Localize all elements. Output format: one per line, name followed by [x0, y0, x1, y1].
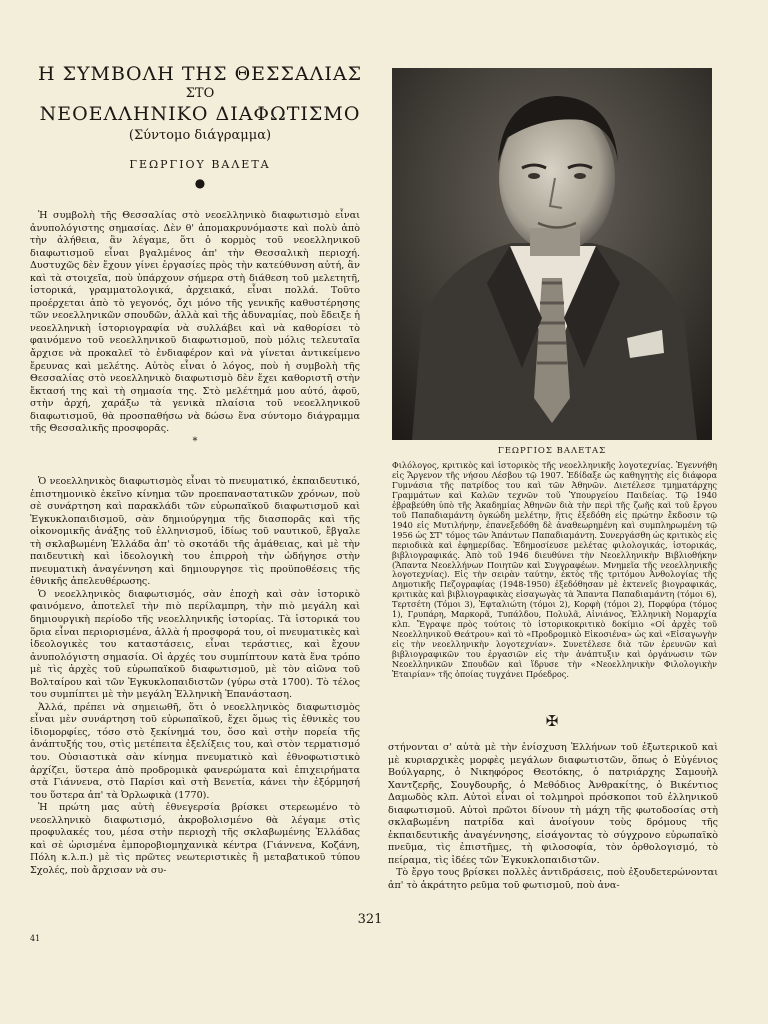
article-body-left: [30, 476, 360, 878]
title-line-2: ΣΤΟ: [185, 86, 215, 101]
bullet-ornament: ●: [194, 176, 206, 190]
paragraph-5: Ἡ πρώτη μας αὐτὴ ἐθνεγερσία βρίσκει στερεωμένο τὸ νεοελληνικὸ διαφωτισμό, ἀκροβολισμένο θὰ λέγαμε στὶς προφυλακές του, μέσα στὴν περιοχὴ τῆς σκλαβωμένης Ἑλλάδας καὶ σὲ ὡρισμένα ἐμποροβιομηχανικὰ κέντρα (Γιάννενα, Κοζάνη, Πόλη κ.λ.π.) μὲ τὶς πρῶτες νεωτεριστικὲς ἢ μεταβατικοῦ τύπου Σχολές, ποὺ ἄρχισαν νὰ συ-: [30, 802, 360, 876]
portrait-image: [392, 68, 712, 440]
author-biography: Φιλόλογος, κριτικὸς καὶ ἱστορικὸς τῆς νεοελληνικῆς λογοτεχνίας. Ἐγεννήθη εἰς Ἄργενον τῆς νήσου Λέσβου τῷ 1907. Ἐδίδαξε ὡς καθηγητὴς εἰς διάφορα Γυμνάσια τῆς πατρίδος του καὶ τῶν Ἀθηνῶν. Διετέλεσε τμηματάρχης Γραμμάτων καὶ Καλῶν τεχνῶν τοῦ Ὑπουργείου Παιδείας. Τῷ 1940 ἐβραβεύθη ὑπὸ τῆς Ἀκαδημίας Ἀθηνῶν διὰ τὴν περὶ τῆς ζωῆς καὶ τοῦ ἔργου τοῦ Παπαδιαμάντη ὀγκώδη μελέτην, ἥτις ἐξεδόθη εἰς πρώτην ἔκδοσιν τῷ 1940 εἰς Μυτιλήνην, ἐπανεξεδόθη δὲ ἀναθεωρημένη καὶ συμπληρωμένη τῷ 1956 ὡς ΣΤ' τόμος τῶν Ἁπάντων Παπαδιαμάντη. Συνεργάσθη ὡς κριτικὸς εἰς περιοδικὰ καὶ ἐφημερίδας. Ἐδημοσίευσε μελέτας φιλολογικάς, ἱστορικάς, βιβλιογραφικάς. Ἀπὸ τοῦ 1946 διευθύνει τὴν Νεοελληνικὴν Βιβλιοθήκην (Ἅπαντα Νεοελλήνων Ποιητῶν καὶ Συγγραφέων. Μνημεῖα τῆς νεοελληνικῆς λογοτεχνίας). Εἰς τὴν σειρὰν ταύτην, ἐκτὸς τῆς τριτόμου Ἀνθολογίας τῆς Δημοτικῆς Πεζογραφίας (1948-1950) ἐξεδόθησαν μὲ ἐκτενεῖς βιογραφικάς, κριτικὰς καὶ βιβλιογραφικὰς εἰσαγωγὰς τὰ Ἅπαντα Παπαδιαμάντη (τόμοι 6), Τερτσέτη (Τόμοι 3), Ἐφταλιώτη (τόμοι 2), Κορφὴ (τόμοι 2), Πορφύρα (τόμος 1), Γρυπάρη, Μαρκορᾶ, Τυπάλδου, Πολυλᾶ, Αἰνιάνος, Ἑλληνικὴ Νομαρχία κλπ. Ἔγραψε πρὸς τούτοις τὸ ἱστορικοκριτικὸ δοκίμιο «Οἱ ἀρχὲς τοῦ Νεοελληνικοῦ Θεάτρου» καὶ τὸ «Προδρομικὸ Εἰκοσιένα» ὡς καὶ «Εἰσαγωγὴν εἰς τὴν νεοελληνικὴν λογοτεχνίαν». Συνετέλεσε διὰ τῶν ἐρευνῶν καὶ βιβλιογραφικῶν του ἐργασιῶν εἰς τὴν ἀνάπτυξιν καὶ ὀργάνωσιν τῶν Νεοελληνικῶν Σπουδῶν καὶ ἵδρυσε τὴν «Νεοελληνικὴν Φιλολογικὴν Ἑταιρίαν» τῆς ὁποίας τυγχάνει Πρόεδρος.: [392, 460, 717, 680]
article-title: [30, 62, 370, 144]
title-subtitle: (Σύντομο διάγραμμα): [128, 128, 272, 143]
paragraph-4: Ἀλλά, πρέπει νὰ σημειωθῆ, ὅτι ὁ νεοελληνικὸς διαφωτισμὸς εἶναι μὲν συνάρτηση τοῦ εὐρωπαϊκοῦ, ἔχει ὅμως τὶς ἐθνικὲς του ἰδιομορφίες, τόσο στὸ ξεκίνημά του, ὅσο καὶ στὴν πορεία τῆς ἀνάπτυξής του, στὶς μετέπειτα ἐξελίξεις του, καὶ στὸν τερματισμό του. Οὐσιαστικὰ σὰν κίνημα πνευματικὸ καὶ ἐθνοφωτιστικὸ ἀρχίζει, ὕστερα ἀπὸ προδρομικὰ φανερώματα καὶ ἐπιχειρήματα στὰ Γιάννενα, στὸ Παρίσι καὶ στὴ Βενετία, κάνει τὴν ἐξόρμησή του ὕστερα ἀπ' τὰ Ὀρλωφικὰ (1770).: [30, 701, 360, 801]
author-byline: ΓΕΩΡΓΙΟΥ ΒΑΛΕΤΑ: [129, 158, 271, 171]
article-body-right: [388, 742, 718, 893]
title-line-3: ΝΕΟΕΛΛΗΝΙΚΟ ΔΙΑΦΩΤΙΣΜΟ: [39, 103, 361, 125]
paragraph-2: Ὁ νεοελληνικὸς διαφωτισμὸς εἶναι τὸ πνευματικό, ἐκπαιδευτικό, ἐπιστημονικὸ ἐκεῖνο κίνημα τῶν προεπαναστατικῶν χρόνων, ποὺ σὲ συνάρτηση καὶ παρακλάδι τῶν εὐρωπαϊκοῦ διαφωτισμοῦ καὶ Ἐγκυκλοπαιδισμοῦ, σὰν δημιούργημα τῆς διασπορᾶς καὶ τῆς οἰκονομικῆς ἀνάξης τοῦ ἑλληνισμοῦ, ἰδίως τοῦ ναυτικοῦ, ἔβγαλε τὴ σκλαβωμένη Ἑλλάδα ἀπ' τὸ σκοτάδι τῆς ἀμάθειας, καὶ μὲ τὴν παιδευτικὴ καὶ ἰδεολογικὴ του ἐπιρροὴ τὴν ὡδήγησε στὴν πνευματικὴ ἀναγέννηση καὶ δημιουργησε τὶς προϋποθέσεις τῆς ἐθνικῆς ἀπελευθέρωσης.: [30, 476, 360, 588]
margin-number: 41: [30, 934, 41, 943]
title-line-1: Η ΣΥΜΒΟΛΗ ΤΗΣ ΘΕΣΣΑΛΙΑΣ: [37, 63, 363, 85]
paragraph-3: Ὁ νεοελληνικὸς διαφωτισμός, σὰν ἐποχὴ καὶ σὰν ἱστορικὸ φαινόμενο, ἀποτελεῖ τὴν πιὸ περίλαμπρη, τὴν πιὸ μεγάλη καὶ δημιουργικὴ περίοδο τῆς νεοελληνικῆς ἱστορίας. Τὰ ἱστορικά του ὅρια εἶναι περιορισμένα, ἀλλὰ ἡ προσφορά του, οἱ πνευματικὲς καὶ ἰδεολογικὲς του καταστάσεις, εἶναι τεράστιες, καὶ ἔχουν ἀνυπολόγιστη σημασία. Οἱ ἀρχές του συμπίπτουν κατὰ ἕνα τρόπο μὲ τὶς ἀρχὲς τοῦ εὐρωπαϊκοῦ διαφωτισμοῦ, μὲ τὸν αἰῶνα τοῦ Βολταίρου καὶ τῶν Ἐγκυκλοπαιδιστῶν (γύρω στὰ 1700). Τὸ τέλος του συμπίπτει μὲ τὴν μεγάλη Ἑλληνικὴ Ἐπανάσταση.: [30, 588, 360, 701]
author-portrait: [392, 68, 712, 440]
section-separator: *: [192, 435, 198, 447]
portrait-caption: ΓΕΩΡΓΙΟΣ ΒΑΛΕΤΑΣ: [497, 446, 607, 456]
paragraph-1: Ἡ συμβολὴ τῆς Θεσσαλίας στὸ νεοελληνικὸ διαφωτισμὸ εἶναι ἀνυπολόγιστης σημασίας. Δὲν θ' ἀπομακρυνόμαστε καὶ πολὺ ἀπὸ τὴν ἀλήθεια, ἂν λέγαμε, ὅτι ὁ κορμὸς τοῦ νεοελληνικοῦ διαφωτισμοῦ εἶναι βγαλμένος ἀπ' τὴν Θεσσαλικὴ περιοχή. Δυστυχῶς δὲν ἔχουν γίνει ἐργασίες πρὸς τὴν κατεύθυνση αὐτή, ἂν καὶ τὰ στοιχεῖα, ποὺ ὑπάρχουν σήμερα στὴ διάθεση τοῦ μελετητῆ, ἱστορικά, γραμματολογικά, ἀρχειακά, εἶναι πολλά. Τοῦτο προέρχεται ἀπὸ τὸ γεγονός, ὄχι μόνο τῆς γενικῆς καθυστέρησης τῶν νεοελληνικῶν σπουδῶν, ἀλλὰ καὶ τῆς ἀδυναμίας, ποὺ ἔδειξε ἡ νεοελληνικὴ ἱστοριογραφία νὰ συλλάβει καὶ νὰ καθορίσει τὸ φαινόμενο τοῦ νεοελληνικοῦ διαφωτισμοῦ, ποὺ μόλις τελευταῖα ἄρχισε νὰ προκαλεῖ τὸ ἐνδιαφέρον καὶ νὰ γίνεται ἀντικείμενο ἔρευνας καὶ μελέτης. Αὐτὸς εἶναι ὁ λόγος, ποὺ ἡ συμβολὴ τῆς Θεσσαλίας στὸ νεοελληνικὸ διαφωτισμὸ δὲν ἔχει καθοριστῆ στὴν ἔκτασή της καὶ τὴ σημασία της. Στὸ μελέτημά μου αὐτό, ἀφοῦ, στὴν ἀρχή, χαράξω τὰ γενικὰ πλαίσια τοῦ νεοελληνικοῦ διαφωτισμοῦ, θὰ προσπαθήσω νὰ δώσω ἕνα σύντομο διάγραμμα τῆς Θεσσαλικῆς προσφορᾶς.: [30, 210, 360, 435]
paragraph-7: Τὸ ἔργο τους βρίσκει πολλὲς ἀντιδράσεις, ποὺ ἐξουδετερώνονται ἀπ' τὸ ἀκράτητο ρεῦμα τοῦ φωτισμοῦ, ποὺ ἀνα-: [388, 867, 718, 892]
article-intro: [30, 210, 360, 448]
paragraph-6: στήνονται σ' αὐτὰ μὲ τὴν ἐνίσχυση Ἑλλήνων τοῦ ἐξωτερικοῦ καὶ μὲ κυριαρχικὲς μορφὲς μεγάλων διαφωτιστῶν, ὅπως ὁ Εὐγένιος Βούλγαρης, ὁ Νικηφόρος Θεοτόκης, ὁ πατριάρχης Σαμουὴλ Χαντζερῆς, Σουγδουρῆς, ὁ Μεθόδιος Ἀνθρακίτης, ὁ Βικέντιος Δαμωδὸς κλπ. Αὐτοὶ εἶναι οἱ τολμηροὶ πρόσκοποι τοῦ ἑλληνικοῦ διαφωτισμοῦ. Αὐτοὶ πρῶτοι δίνουν τὴ μάχη τῆς φωτοδοσίας στὴ σκλαβωμένη πατρίδα καὶ ἀνοίγουν τοὺς δρόμους τῆς ἐκπαιδευτικῆς ἀναγέννησης, εἰσάγοντας τὸ σύγχρονο εὐρωπαϊκὸ πνεῦμα, τὶς ἐπιστῆμες, τὴ φιλοσοφία, τὸν ὀρθολογισμό, τὸ πείραμα, τὶς ἰδέες τῶν Ἐγκυκλοπαιδιστῶν.: [388, 742, 718, 866]
cross-ornament: ✠: [545, 712, 559, 730]
page-number: 321: [357, 912, 383, 927]
